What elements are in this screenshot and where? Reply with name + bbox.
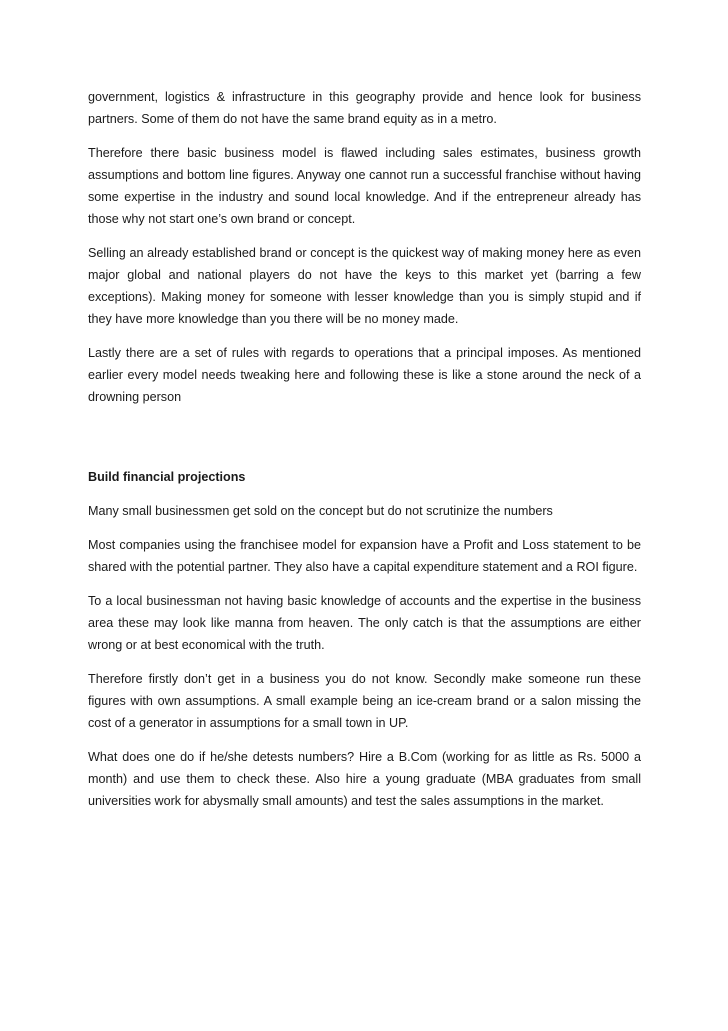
paragraph: Therefore firstly don’t get in a business you do not know. Secondly make someone run these figures with own assumptions. A small example being an ice-cream brand or a salon missing the cost of a generator in assumptions for a small town in UP. bbox=[88, 672, 641, 730]
paragraph: government, logistics & infrastructure in this geography provide and hence look for business partners. Some of them do not have the same brand equity as in a metro. bbox=[88, 90, 641, 126]
paragraph: Selling an already established brand or concept is the quickest way of making money here as even major global and national players do not have the keys to this market yet (barring a few exceptions). Making money for someone with lesser knowledge than you is simply stupid and if they have more knowledge than you there will be no money made. bbox=[88, 246, 641, 326]
paragraph: Lastly there are a set of rules with regards to operations that a principal imposes. As mentioned earlier every model needs tweaking here and following these is like a stone around the neck of a drowning person bbox=[88, 346, 641, 404]
document-page bbox=[88, 86, 641, 824]
paragraph: To a local businessman not having basic knowledge of accounts and the expertise in the business area these may look like manna from heaven. The only catch is that the assumptions are either wrong or at best economical with the truth. bbox=[88, 594, 641, 652]
paragraph: Many small businessmen get sold on the concept but do not scrutinize the numbers bbox=[88, 504, 553, 518]
paragraph: Most companies using the franchisee model for expansion have a Profit and Loss statement to be shared with the potential partner. They also have a capital expenditure statement and a ROI figure. bbox=[88, 538, 641, 574]
paragraph: Therefore there basic business model is flawed including sales estimates, business growth assumptions and bottom line figures. Anyway one cannot run a successful franchise without having some expertise in the industry and sound local knowledge. And if the entrepreneur already has those why not start one’s own brand or concept. bbox=[88, 146, 641, 226]
paragraph: What does one do if he/she detests numbers? Hire a B.Com (working for as little as Rs. 5000 a month) and use them to check these. Also hire a young graduate (MBA graduates from small universities work for abysmally small amounts) and test the sales assumptions in the market. bbox=[88, 750, 641, 808]
section-heading: Build financial projections bbox=[88, 470, 246, 484]
